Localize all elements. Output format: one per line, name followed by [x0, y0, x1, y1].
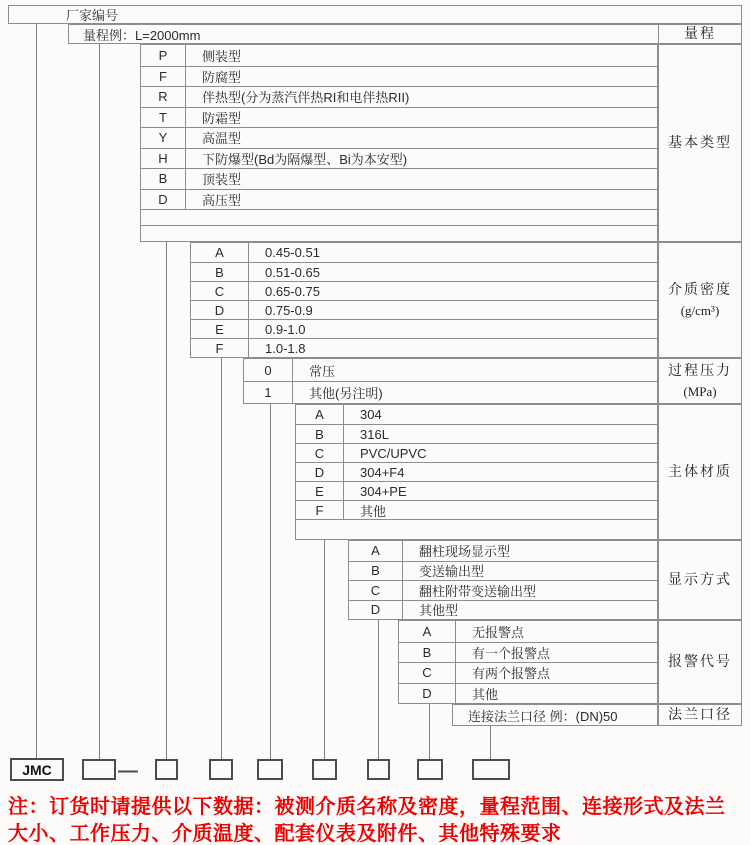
option-desc: 高压型	[202, 192, 242, 208]
option-desc: 变送输出型	[419, 564, 485, 580]
label-medium-density: 介质密度 (g/cm³)	[658, 242, 742, 358]
option-desc: 316L	[360, 426, 389, 442]
empty-row	[141, 209, 657, 225]
option-desc: 下防爆型(Bd为隔爆型、Bi为本安型)	[202, 151, 408, 167]
connector-pressure	[270, 404, 271, 759]
label-flange-size: 法兰口径	[658, 704, 742, 726]
connector-flange-size	[490, 726, 491, 759]
option-desc: 常压	[309, 363, 336, 379]
option-code: 1	[244, 382, 293, 403]
option-code: D	[191, 301, 249, 319]
table-row	[453, 705, 657, 725]
table-row	[191, 262, 657, 281]
option-code: D	[399, 684, 456, 704]
option-desc: 304	[360, 407, 382, 422]
table-row	[296, 462, 657, 481]
option-code: E	[191, 320, 249, 338]
model-box-range	[82, 759, 116, 780]
table-row	[399, 621, 657, 642]
option-desc: 0.45-0.51	[265, 245, 320, 260]
table-row	[141, 148, 657, 169]
option-desc: 304+PE	[360, 483, 407, 499]
option-code: B	[349, 562, 403, 581]
option-desc: 其他	[360, 503, 387, 519]
option-code: P	[141, 45, 186, 66]
option-code: F	[191, 339, 249, 357]
option-code: F	[141, 67, 186, 87]
option-code: 0	[244, 359, 293, 381]
connector-medium-density	[221, 358, 222, 759]
range-row	[68, 24, 742, 44]
table-row	[296, 481, 657, 500]
table-row	[141, 127, 657, 148]
table-row	[296, 405, 657, 424]
label-display-mode: 显示方式	[658, 540, 742, 620]
table-row	[244, 381, 657, 403]
alarm-code-table	[398, 620, 658, 704]
model-box-material	[312, 759, 337, 780]
empty-row	[296, 519, 657, 539]
ordering-note-line2: 大小、工作压力、介质温度、配套仪表及附件、其他特殊要求	[8, 823, 562, 845]
table-row	[349, 541, 657, 561]
table-row	[141, 45, 657, 66]
option-code: R	[141, 87, 186, 107]
table-row	[141, 107, 657, 128]
ordering-note-line1: 注：订货时请提供以下数据：被测介质名称及密度，量程范围、连接形式及法兰	[8, 796, 726, 818]
factory-code-label: 厂家编号	[66, 8, 119, 23]
range-example-text: 量程例：L=2000mm	[83, 27, 201, 43]
option-desc: 0.75-0.9	[265, 302, 313, 318]
option-code: C	[296, 444, 344, 462]
table-row	[349, 561, 657, 581]
connector-range	[99, 44, 100, 759]
option-code: B	[141, 169, 186, 189]
factory-code-row	[8, 5, 742, 24]
model-box-pressure	[257, 759, 283, 780]
option-desc: 翻柱现场显示型	[419, 544, 511, 560]
option-code: B	[191, 263, 249, 281]
ordering-note	[8, 794, 746, 845]
connector-material	[324, 540, 325, 759]
table-row	[349, 580, 657, 600]
option-code: B	[296, 425, 344, 443]
option-desc: 1.0-1.8	[265, 340, 306, 356]
label-process-pressure: 过程压力 (MPa)	[658, 358, 742, 404]
model-box-alarm-code	[417, 759, 443, 780]
label-range: 量程	[658, 24, 742, 44]
option-desc: 304+F4	[360, 464, 405, 480]
model-box-flange-size	[472, 759, 510, 780]
display-mode-table	[348, 540, 658, 620]
option-desc: 侧装型	[202, 48, 242, 64]
connector-display-mode	[378, 620, 379, 759]
option-code: A	[191, 243, 249, 262]
table-row	[141, 86, 657, 107]
option-code: Y	[141, 128, 186, 148]
table-row	[399, 683, 657, 704]
model-box-medium-density	[209, 759, 233, 780]
empty-row	[141, 225, 657, 241]
connector-factory-code	[36, 24, 37, 759]
table-row	[296, 424, 657, 443]
option-code: C	[191, 282, 249, 300]
option-desc: 0.51-0.65	[265, 264, 320, 280]
table-row	[191, 319, 657, 338]
option-code: C	[349, 581, 403, 600]
option-desc: 有一个报警点	[472, 645, 551, 661]
option-desc: 无报警点	[472, 624, 525, 640]
table-row	[296, 500, 657, 519]
table-row	[399, 642, 657, 663]
flange-size-text: 连接法兰口径 例：(DN)50	[468, 708, 618, 724]
table-row	[399, 662, 657, 683]
table-row	[191, 243, 657, 262]
table-row	[141, 189, 657, 210]
option-desc: 防腐型	[202, 69, 242, 85]
model-prefix: JMC	[22, 761, 52, 778]
label-alarm-code: 报警代号	[658, 620, 742, 704]
table-row	[349, 600, 657, 620]
option-desc: 其他型	[419, 603, 459, 619]
option-code: H	[141, 149, 186, 169]
option-code: F	[296, 501, 344, 519]
model-dash: —	[118, 760, 138, 782]
option-code: A	[399, 621, 456, 642]
model-prefix-box	[10, 758, 64, 781]
table-row	[141, 66, 657, 87]
option-code: C	[399, 663, 456, 683]
process-pressure-table	[243, 358, 658, 404]
option-desc: PVC/UPVC	[360, 445, 427, 461]
label-basic-type: 基本类型	[658, 44, 742, 242]
option-desc: 翻柱附带变送输出型	[419, 583, 537, 599]
option-code: T	[141, 108, 186, 128]
option-code: A	[349, 541, 403, 561]
flange-size-row	[452, 704, 658, 726]
option-desc: 防霜型	[202, 110, 242, 126]
model-box-basic-type	[155, 759, 178, 780]
option-code: B	[399, 643, 456, 663]
connector-basic-type	[166, 242, 167, 759]
option-desc: 高温型	[202, 131, 242, 147]
label-body-material: 主体材质	[658, 404, 742, 540]
option-desc: 顶装型	[202, 172, 242, 188]
option-code: D	[349, 601, 403, 620]
option-desc: 有两个报警点	[472, 666, 551, 682]
option-desc: 0.65-0.75	[265, 283, 320, 299]
option-desc: 其他	[472, 686, 499, 702]
table-row	[296, 443, 657, 462]
medium-density-table	[190, 242, 658, 358]
option-code: A	[296, 405, 344, 424]
table-row	[191, 300, 657, 319]
option-desc: 0.9-1.0	[265, 321, 306, 337]
basic-type-table	[140, 44, 658, 242]
table-row	[244, 359, 657, 381]
model-box-display-mode	[367, 759, 390, 780]
table-row	[141, 168, 657, 189]
body-material-table	[295, 404, 658, 540]
option-code: E	[296, 482, 344, 500]
connector-alarm-code	[429, 704, 430, 759]
option-desc: 伴热型(分为蒸汽伴热RI和电伴热RII)	[202, 90, 410, 106]
option-desc: 其他(另注明)	[309, 386, 383, 401]
option-code: D	[296, 463, 344, 481]
table-row	[191, 281, 657, 300]
table-row	[191, 338, 657, 357]
option-code: D	[141, 190, 186, 210]
